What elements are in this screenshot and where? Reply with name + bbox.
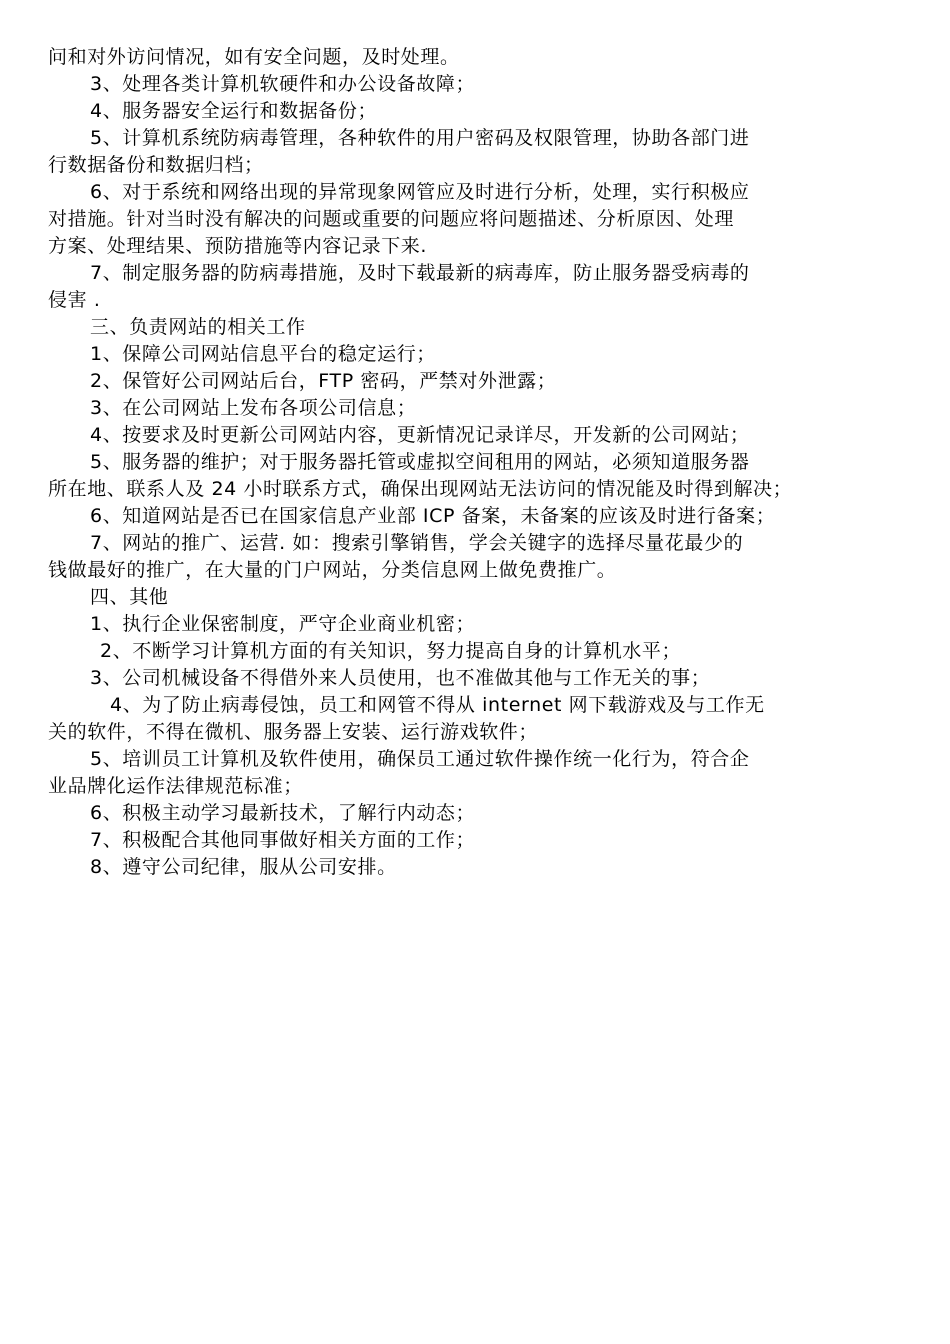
list-item: 8、遵守公司纪律，服从公司安排。 [90, 856, 397, 878]
section-heading: 三、负责网站的相关工作 [90, 316, 306, 338]
list-item: 5、服务器的维护；对于服务器托管或虚拟空间租用的网站，必须知道服务器 [90, 451, 750, 473]
list-item: 1、执行企业保密制度，严守企业商业机密； [90, 613, 476, 635]
document-page [48, 44, 908, 881]
list-item: 6、知道网站是否已在国家信息产业部 ICP 备案，未备案的应该及时进行备案； [90, 505, 776, 527]
text-line: 钱做最好的推广，在大量的门户网站，分类信息网上做免费推广。 [48, 559, 617, 581]
list-item: 7、网站的推广、运营. 如：搜索引擎销售，学会关键字的选择尽量花最少的 [90, 532, 744, 554]
list-item: 2、保管好公司网站后台，FTP 密码，严禁对外泄露； [90, 370, 557, 392]
list-item: 3、处理各类计算机软硬件和办公设备故障； [90, 73, 476, 95]
text-line: 关的软件，不得在微机、服务器上安装、运行游戏软件； [48, 721, 539, 743]
list-item: 4、为了防止病毒侵蚀，员工和网管不得从 internet 网下载游戏及与工作无 [110, 694, 765, 716]
text-line: 对措施。针对当时没有解决的问题或重要的问题应将问题描述、分析原因、处理 [48, 208, 735, 230]
list-item: 1、保障公司网站信息平台的稳定运行； [90, 343, 436, 365]
list-item: 7、制定服务器的防病毒措施，及时下载最新的病毒库，防止服务器受病毒的 [90, 262, 750, 284]
list-item: 2、不断学习计算机方面的有关知识，努力提高自身的计算机水平； [100, 640, 682, 662]
list-item: 3、公司机械设备不得借外来人员使用，也不准做其他与工作无关的事； [90, 667, 711, 689]
text-line: 行数据备份和数据归档； [48, 154, 264, 176]
list-item: 5、培训员工计算机及软件使用，确保员工通过软件操作统一化行为，符合企 [90, 748, 750, 770]
text-line: 侵害 . [48, 289, 101, 311]
list-item: 3、在公司网站上发布各项公司信息； [90, 397, 417, 419]
list-item: 6、积极主动学习最新技术，了解行内动态； [90, 802, 476, 824]
list-item: 4、按要求及时更新公司网站内容，更新情况记录详尽，开发新的公司网站； [90, 424, 750, 446]
list-item: 6、对于系统和网络出现的异常现象网管应及时进行分析，处理，实行积极应 [90, 181, 750, 203]
list-item: 5、计算机系统防病毒管理，各种软件的用户密码及权限管理，协助各部门进 [90, 127, 750, 149]
list-item: 4、服务器安全运行和数据备份； [90, 100, 378, 122]
text-line: 业品牌化运作法律规范标准； [48, 775, 303, 797]
text-line: 问和对外访问情况，如有安全问题，及时处理。 [48, 46, 460, 68]
text-line: 所在地、联系人及 24 小时联系方式，确保出现网站无法访问的情况能及时得到解决； [48, 478, 793, 500]
text-line: 方案、处理结果、预防措施等内容记录下来. [48, 235, 428, 257]
list-item: 7、积极配合其他同事做好相关方面的工作； [90, 829, 476, 851]
section-heading: 四、其他 [90, 586, 169, 608]
